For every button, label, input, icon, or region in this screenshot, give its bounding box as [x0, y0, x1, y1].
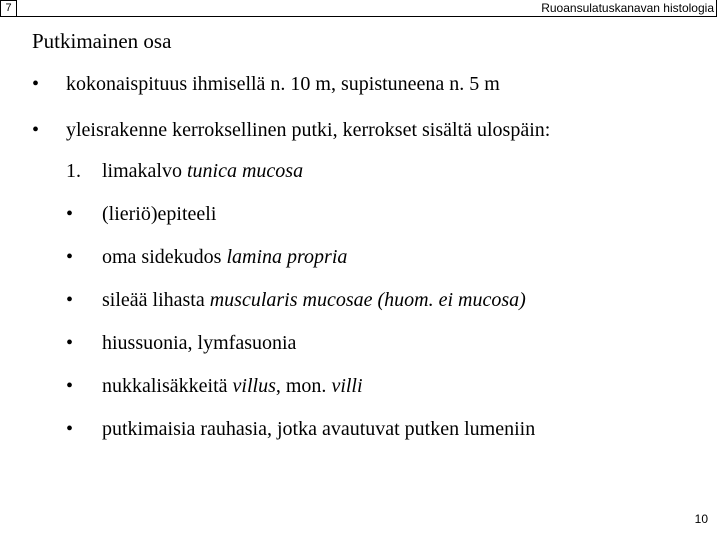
sub-bullet-label: oma sidekudos: [102, 246, 227, 268]
layer-text: [102, 159, 303, 183]
layer-latin-term: tunica mucosa: [186, 160, 304, 182]
sub-bullet-marker: •: [66, 375, 74, 397]
slide-heading: Putkimainen osa: [32, 29, 172, 53]
numbered-marker: 1.: [66, 160, 81, 182]
header-title: Ruoansulatuskanavan histologia: [541, 1, 714, 15]
sub-bullet-marker: •: [66, 246, 74, 268]
sub-bullet-marker: •: [66, 289, 74, 311]
sub-bullet-marker: •: [66, 418, 74, 440]
bullet-marker: •: [32, 73, 40, 95]
sub-bullet-marker: •: [66, 203, 74, 225]
sub-bullet-connector: , mon.: [275, 375, 332, 397]
sub-bullet-text: [102, 288, 526, 312]
sub-bullet-label: sileää lihasta: [102, 289, 210, 311]
bullet-text: kokonaispituus ihmisellä n. 10 m, supistuneena n. 5 m: [66, 73, 500, 95]
sub-bullet-latin-term: villus: [232, 375, 276, 397]
sub-bullet-text: (lieriö)epiteeli: [102, 203, 217, 225]
sub-bullet-latin-term: lamina propria: [226, 246, 348, 268]
header-vertical-rule: [716, 0, 717, 17]
page-number: 10: [694, 512, 708, 526]
sub-bullet-latin-term: muscularis mucosae (huom. ei mucosa): [209, 289, 526, 311]
sub-bullet-text: [102, 245, 347, 269]
sub-bullet-marker: •: [66, 332, 74, 354]
sub-bullet-label: nukkalisäkkeitä: [102, 375, 233, 397]
slide-label: 7: [0, 0, 17, 17]
header-rule: [17, 16, 717, 17]
sub-bullet-text: putkimaisia rauhasia, jotka avautuvat putken lumeniin: [102, 418, 536, 440]
bullet-marker: •: [32, 119, 40, 141]
sub-bullet-latin-plural: villi: [331, 375, 363, 397]
sub-bullet-text: hiussuonia, lymfasuonia: [102, 332, 297, 354]
sub-bullet-text: [102, 374, 363, 398]
layer-label: limakalvo: [102, 160, 187, 182]
bullet-text: yleisrakenne kerroksellinen putki, kerrokset sisältä ulospäin:: [66, 119, 551, 141]
